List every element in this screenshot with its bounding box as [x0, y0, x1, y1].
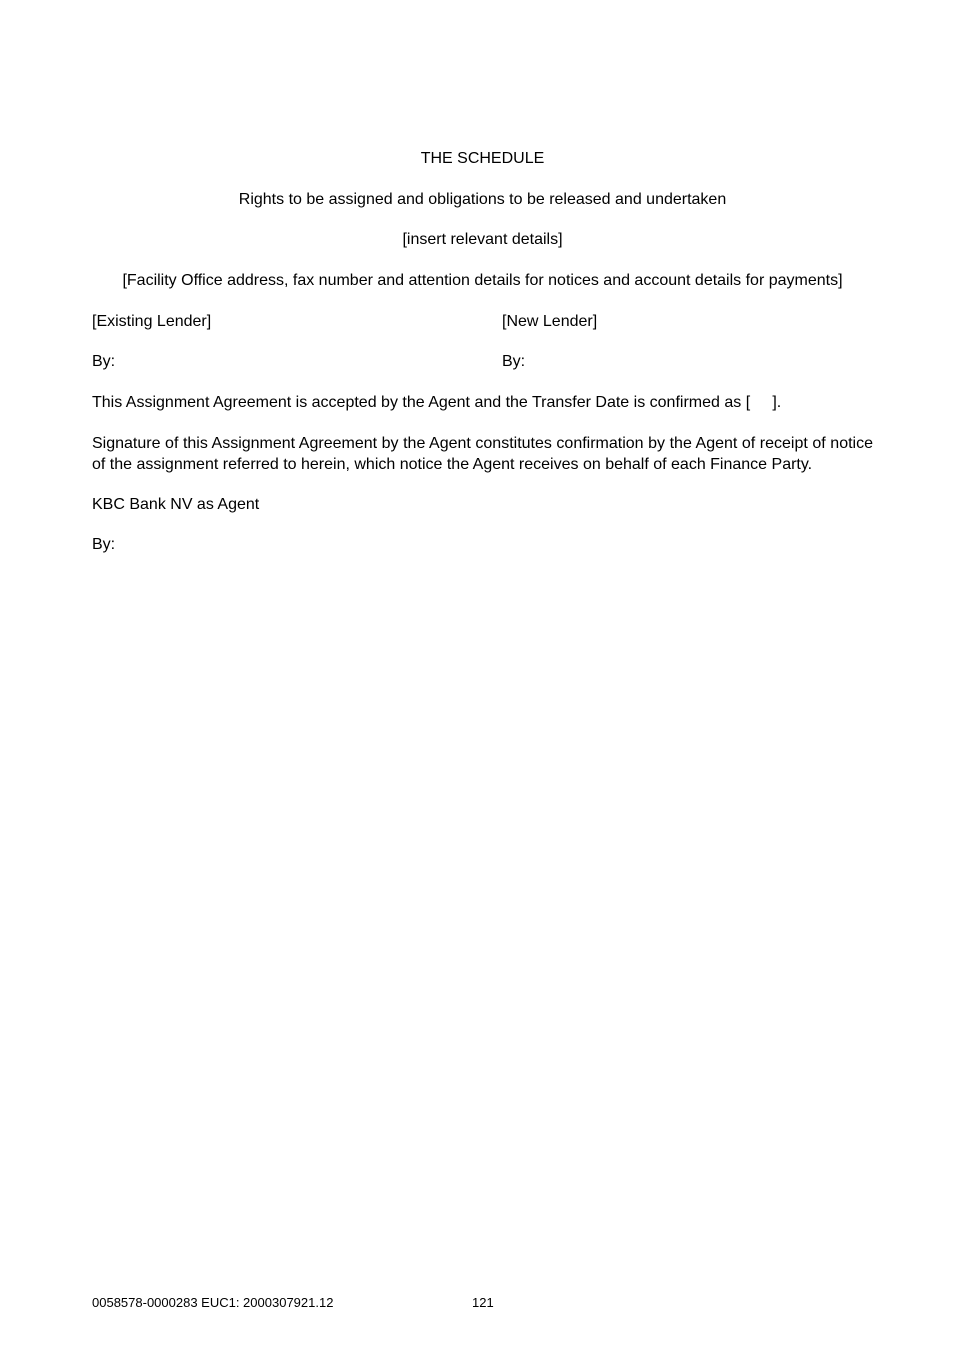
new-lender-signature-line: By:	[502, 353, 526, 370]
acceptance-statement: This Assignment Agreement is accepted by the Agent and the Transfer Date is confirmed as [ ].	[92, 394, 782, 411]
new-lender-label: [New Lender]	[502, 313, 598, 330]
existing-lender-signature-line: By:	[92, 353, 116, 370]
agent-signature-line: By:	[92, 536, 116, 553]
schedule-subtitle: Rights to be assigned and obligations to be released and undertaken	[238, 191, 727, 208]
page-number: 121	[472, 1295, 494, 1310]
schedule-title: THE SCHEDULE	[420, 150, 545, 167]
facility-office-details: [Facility Office address, fax number and attention details for notices and account details for payments]	[122, 272, 843, 289]
details-placeholder: [insert relevant details]	[402, 231, 563, 248]
agent-name: KBC Bank NV as Agent	[92, 496, 260, 513]
existing-lender-label: [Existing Lender]	[92, 313, 212, 330]
footer-reference: 0058578-0000283 EUC1: 2000307921.12	[92, 1295, 334, 1310]
confirmation-paragraph: Signature of this Assignment Agreement by the Agent constitutes confirmation by the Agent of receipt of notice of the assignment referred to herein, which notice the Agent receives on behalf of each Finance Party.	[92, 435, 873, 473]
